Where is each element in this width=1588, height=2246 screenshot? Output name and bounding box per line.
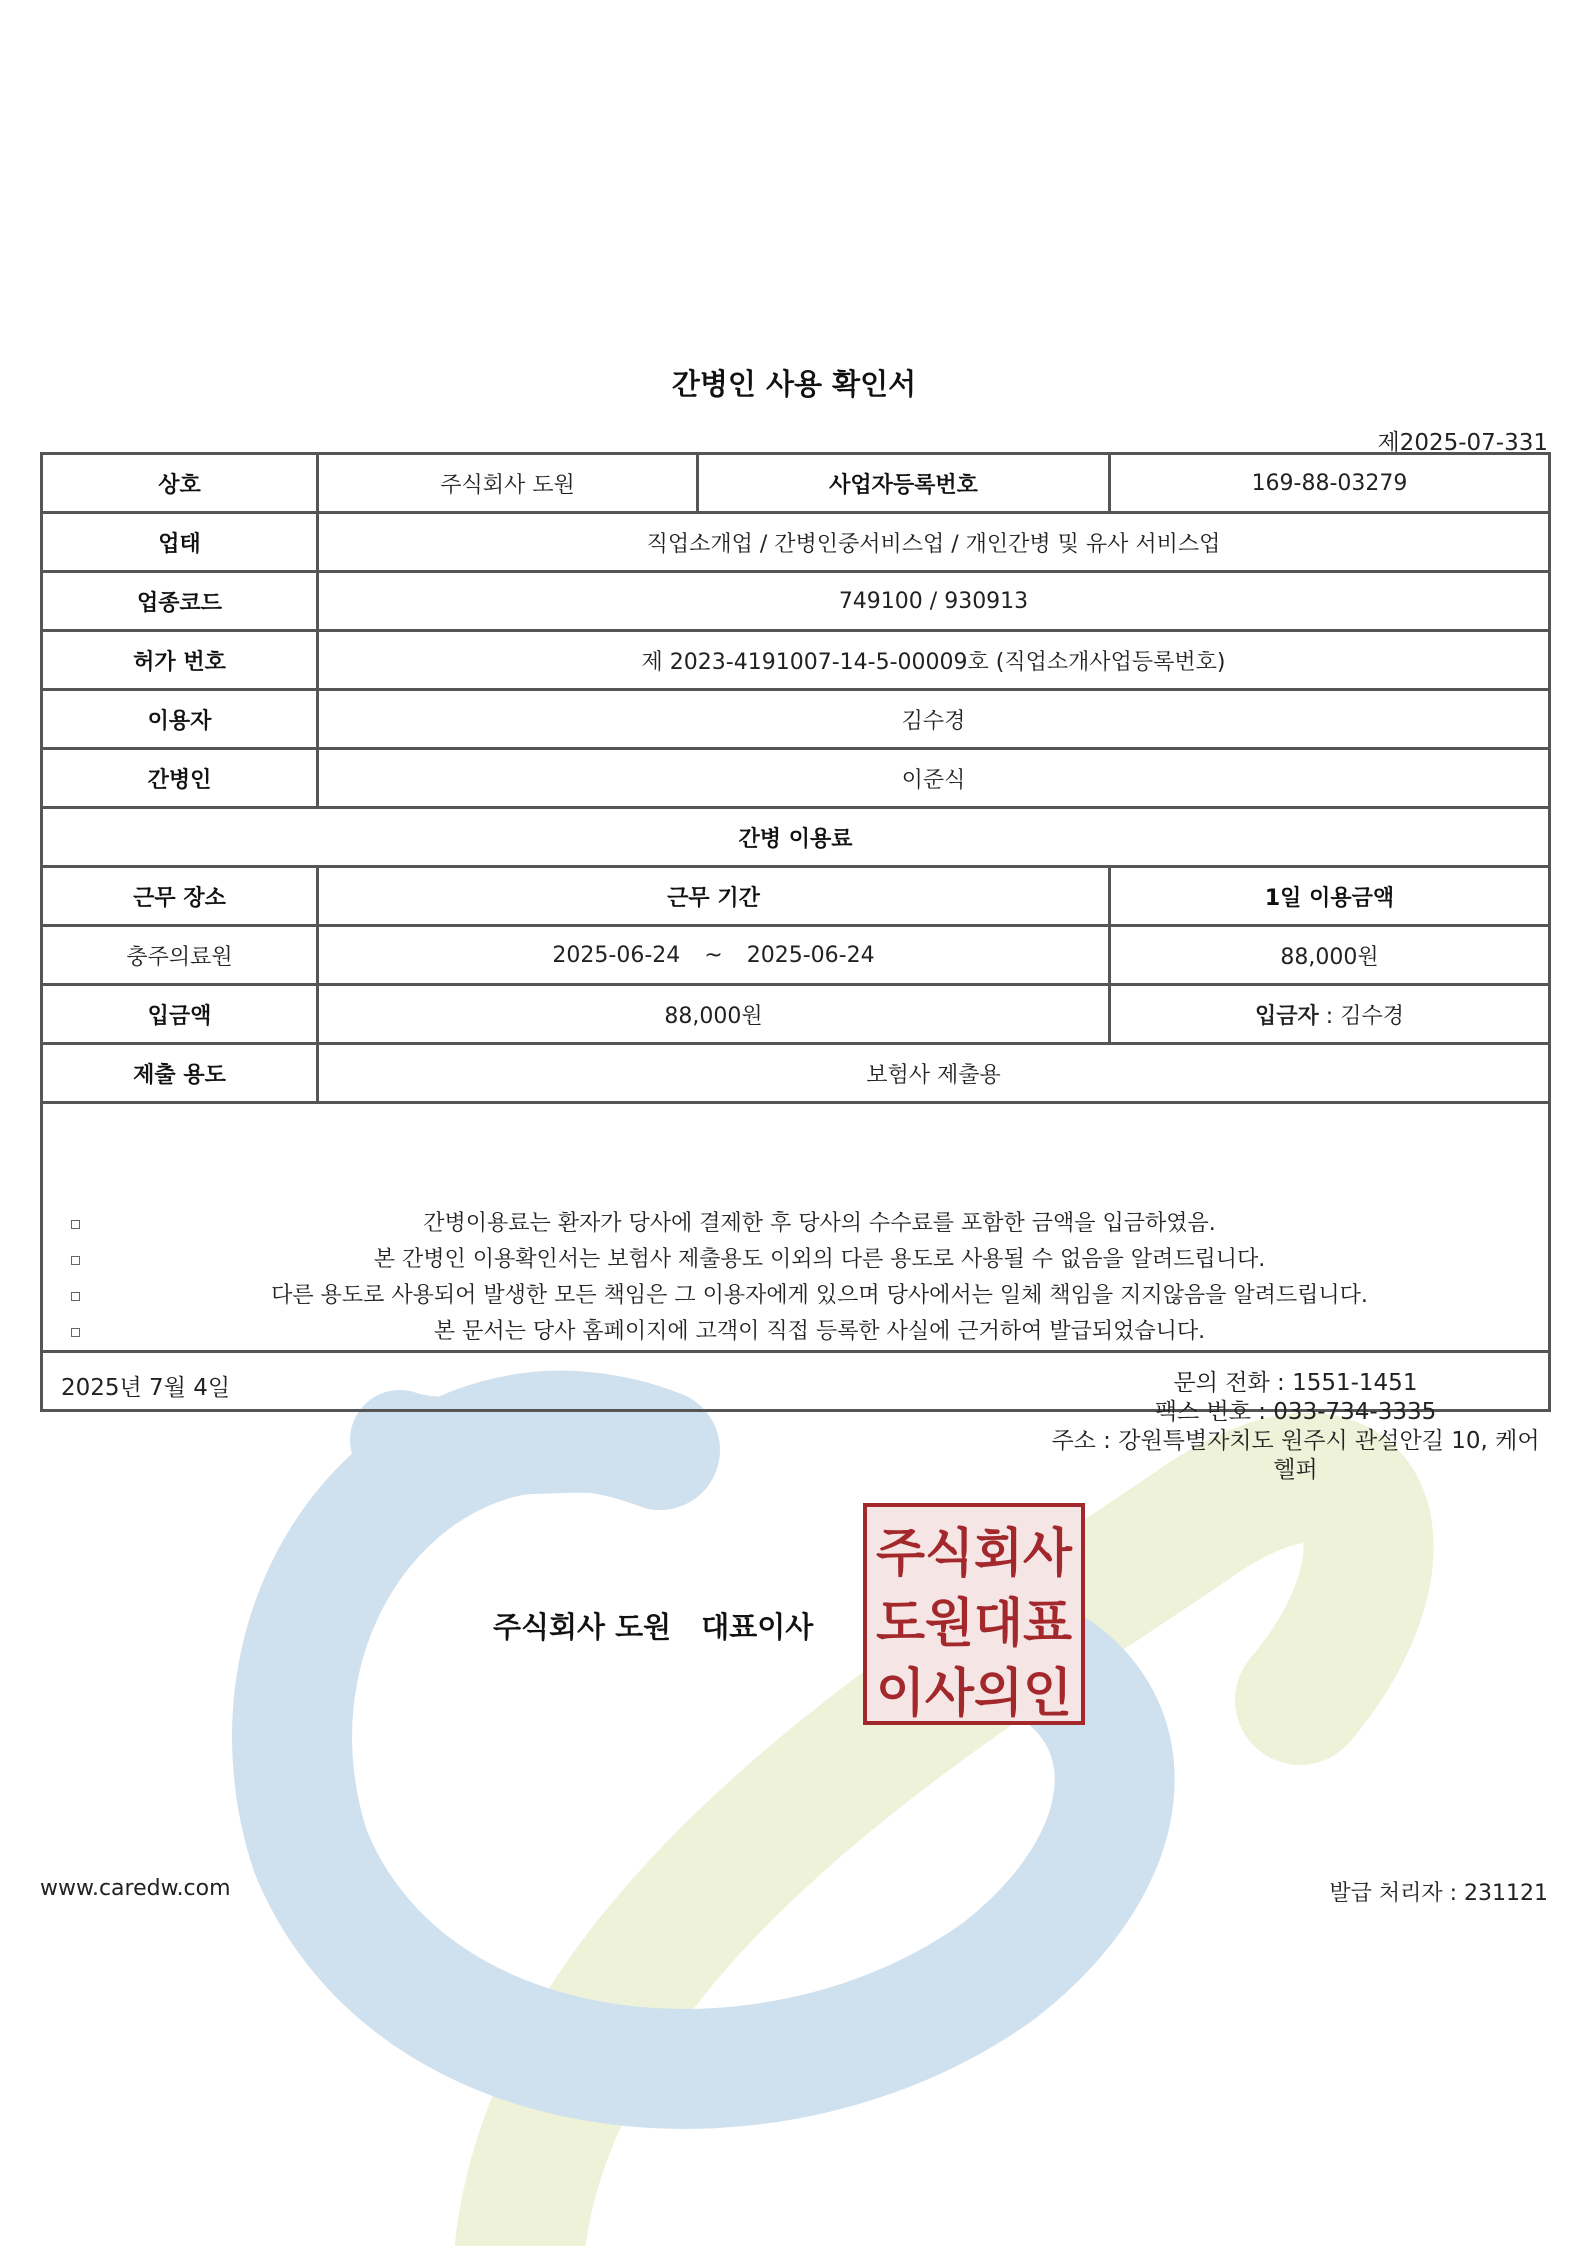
period-separator: ~ <box>704 942 723 968</box>
caregiver-value: 이준식 <box>318 749 1550 808</box>
square-bullet-icon <box>71 1292 80 1301</box>
seal-stamp-icon <box>867 1507 1081 1721</box>
period-end-date: 2025-06-24 <box>746 942 875 968</box>
deposit-amount: 88,000원 <box>318 985 1110 1044</box>
industry-code-label: 업종코드 <box>42 572 318 631</box>
business-type-label: 업태 <box>42 513 318 572</box>
reg-number-value: 169-88-03279 <box>1110 454 1550 513</box>
row-company-name <box>42 454 1550 513</box>
daily-amount-value: 88,000원 <box>1110 926 1550 985</box>
work-place-value: 충주의료원 <box>42 926 318 985</box>
signer-company: 주식회사 도원 <box>493 1610 672 1644</box>
seal-line-3: 이사의인 <box>876 1664 1072 1721</box>
company-name-value: 주식회사 도원 <box>318 454 698 513</box>
work-place-label: 근무 장소 <box>42 867 318 926</box>
work-period-label: 근무 기간 <box>318 867 1110 926</box>
notes-list <box>71 1206 1542 1350</box>
square-bullet-icon <box>71 1328 80 1337</box>
row-license <box>42 631 1550 690</box>
row-fee-heading <box>42 808 1550 867</box>
fee-section-heading: 간병 이용료 <box>42 808 1550 867</box>
depositor-separator: : <box>1318 1003 1341 1029</box>
issue-date: 2025년 7월 4일 <box>61 1375 231 1401</box>
square-bullet-icon <box>71 1256 80 1265</box>
period-start-date: 2025-06-24 <box>552 942 681 968</box>
depositor-value: 김수경 <box>1340 1003 1404 1029</box>
row-footer <box>42 1352 1550 1411</box>
footer-cell <box>42 1352 1550 1721</box>
contact-info <box>1043 1369 1548 1485</box>
row-business-type <box>42 513 1550 572</box>
seal-line-2: 도원대표 <box>876 1594 1072 1654</box>
contact-phone: 문의 전화 : 1551-1451 <box>1173 1370 1418 1396</box>
signer <box>493 1605 813 1646</box>
user-value: 김수경 <box>318 690 1550 749</box>
user-label: 이용자 <box>42 690 318 749</box>
row-industry-code <box>42 572 1550 631</box>
purpose-value: 보험사 제출용 <box>318 1044 1550 1103</box>
website-link[interactable]: www.caredw.com <box>40 1876 231 1901</box>
company-name-label: 상호 <box>42 454 318 513</box>
daily-amount-label: 1일 이용금액 <box>1110 867 1550 926</box>
contact-fax: 팩스 번호 : 033-734-3335 <box>1154 1399 1437 1425</box>
note-item <box>71 1314 1542 1350</box>
business-type-value: 직업소개업 / 간병인중서비스업 / 개인간병 및 유사 서비스업 <box>318 513 1550 572</box>
note-text: 본 간병인 이용확인서는 보험사 제출용도 이외의 다른 용도로 사용될 수 없음을 알려드립니다. <box>373 1247 1266 1272</box>
depositor-label: 입금자 <box>1255 1003 1319 1029</box>
note-item <box>71 1242 1542 1278</box>
row-purpose <box>42 1044 1550 1103</box>
company-seal <box>863 1503 1085 1725</box>
reg-number-label: 사업자등록번호 <box>698 454 1110 513</box>
row-deposit <box>42 985 1550 1044</box>
square-bullet-icon <box>71 1220 80 1229</box>
notes-cell <box>42 1103 1550 1352</box>
note-text: 간병이용료는 환자가 당사에 결제한 후 당사의 수수료를 포함한 금액을 입금하였음. <box>423 1211 1216 1236</box>
license-label: 허가 번호 <box>42 631 318 690</box>
row-user <box>42 690 1550 749</box>
license-value: 제 2023-4191007-14-5-00009호 (직업소개사업등록번호) <box>318 631 1550 690</box>
note-text: 다른 용도로 사용되어 발생한 모든 책임은 그 이용자에게 있으며 당사에서는 일체 책임을 지지않음을 알려드립니다. <box>271 1283 1368 1308</box>
depositor-cell <box>1110 985 1550 1044</box>
note-item <box>71 1206 1542 1242</box>
row-caregiver <box>42 749 1550 808</box>
caregiver-label: 간병인 <box>42 749 318 808</box>
row-notes <box>42 1103 1550 1352</box>
note-item <box>71 1278 1542 1314</box>
note-text: 본 문서는 당사 홈페이지에 고객이 직접 등록한 사실에 근거하여 발급되었습니다. <box>433 1319 1206 1344</box>
row-fee-headers <box>42 867 1550 926</box>
document-title: 간병인 사용 확인서 <box>671 367 917 401</box>
industry-code-value: 749100 / 930913 <box>318 572 1550 631</box>
seal-line-1: 주식회사 <box>876 1524 1073 1584</box>
purpose-label: 제출 용도 <box>42 1044 318 1103</box>
signer-title: 대표이사 <box>701 1610 814 1644</box>
row-fee-values <box>42 926 1550 985</box>
document-number: 제2025-07-331 <box>1377 430 1548 456</box>
deposit-label: 입금액 <box>42 985 318 1044</box>
confirmation-table <box>40 452 1551 1721</box>
issuer-id: 발급 처리자 : 231121 <box>1329 1881 1548 1906</box>
work-period-value <box>318 926 1110 985</box>
contact-address: 주소 : 강원특별자치도 원주시 관설안길 10, 케어헬퍼 <box>1051 1428 1540 1483</box>
